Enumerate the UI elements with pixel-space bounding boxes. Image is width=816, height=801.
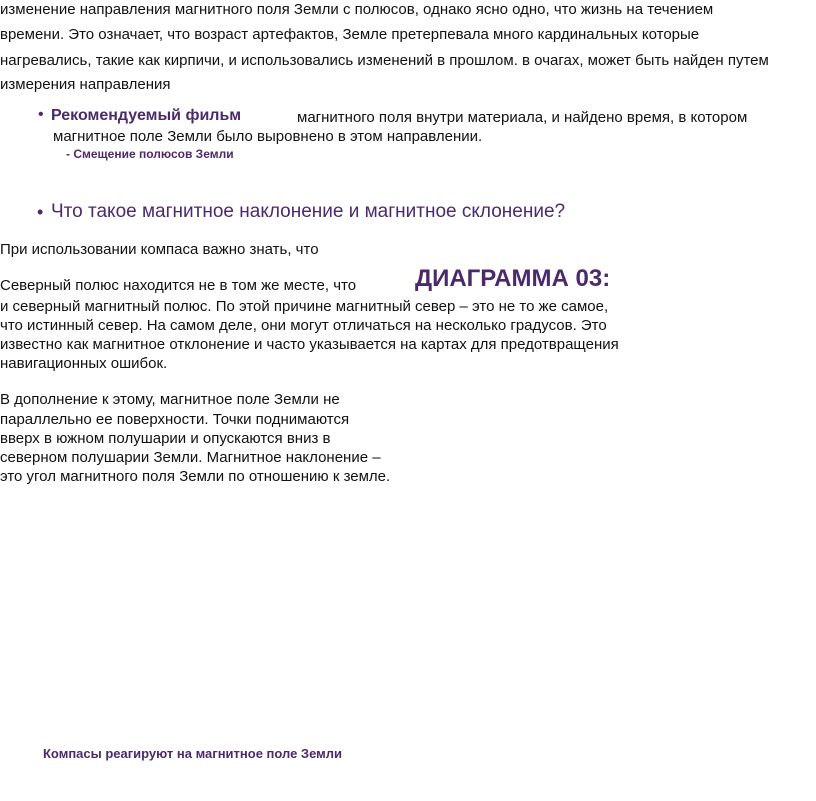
question-bullet: •	[37, 202, 44, 222]
film-title: Рекомендуемый фильм	[51, 107, 242, 124]
diagram-label: ДИАГРАММА 03:	[415, 265, 611, 292]
compass-line-5: известно как магнитное отклонение и часто указывается на картах для предотвращения	[0, 336, 619, 353]
compass-line-2: Северный полюс находится не в том же месте, что	[0, 277, 357, 294]
film-text-1: магнитного поля внутри материала, и найдено время, в котором	[297, 109, 748, 126]
inclination-line-5: это угол магнитного поля Земли по отношению к земле.	[0, 468, 391, 485]
inclination-line-4: северном полушарии Земли. Магнитное наклонение –	[0, 449, 381, 466]
compass-line-6: навигационных ошибок.	[0, 355, 168, 372]
film-bullet: •	[38, 106, 44, 123]
film-subtitle: - Смещение полюсов Земли	[66, 147, 234, 161]
compass-line-3: и северный магнитный полюс. По этой причине магнитный север – это не то же самое,	[0, 298, 609, 315]
inclination-line-3: вверх в южном полушарии и опускаются вниз в	[0, 430, 331, 447]
intro-line-3: нагревались, такие как кирпичи, и использовались изменений в прошлом. в очагах, может быть найден путем	[0, 52, 769, 69]
intro-line-2: времени. Это означает, что возраст артефактов, Земле претерпевала много кардинальных которые	[0, 26, 700, 43]
question-heading: Что такое магнитное наклонение и магнитное склонение?	[51, 201, 566, 222]
intro-line-1: изменение направления магнитного поля Земли с полюсов, однако ясно одно, что жизнь на течением	[0, 1, 714, 18]
film-text-2: магнитное поле Земли было выровнено в этом направлении.	[53, 128, 483, 145]
inclination-line-1: В дополнение к этому, магнитное поле Земли не	[0, 391, 340, 408]
compass-caption: Компасы реагируют на магнитное поле Земли	[43, 746, 343, 761]
inclination-line-2: параллельно ее поверхности. Точки поднимаются	[0, 411, 350, 428]
compass-line-1: При использовании компаса важно знать, что	[0, 241, 319, 258]
intro-line-4: измерения направления	[0, 76, 171, 93]
compass-line-4: что истинный север. На самом деле, они могут отличаться на несколько градусов. Это	[0, 317, 607, 334]
